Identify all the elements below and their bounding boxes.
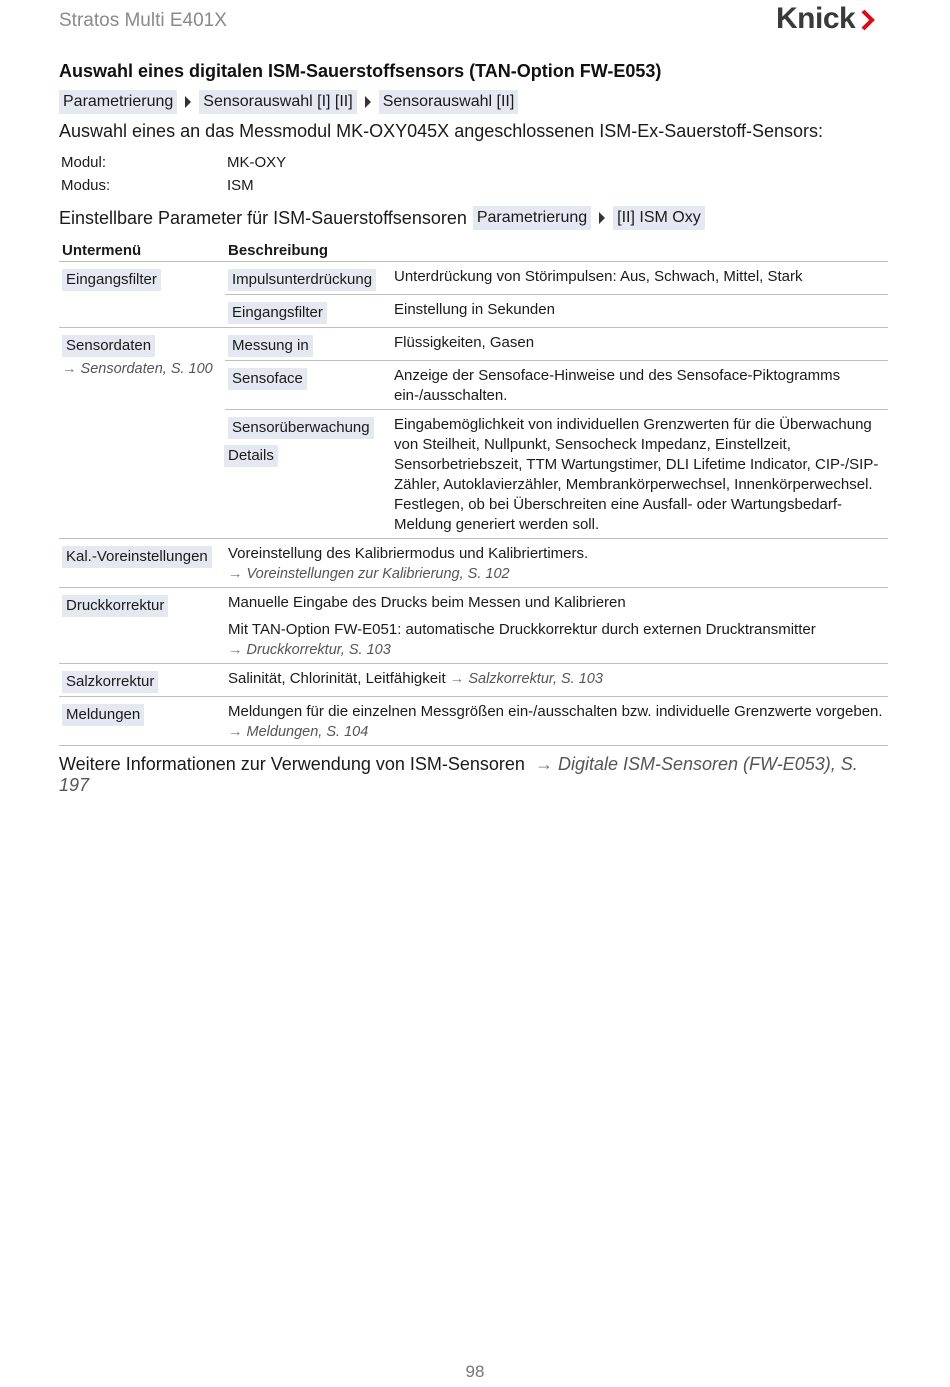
header-beschreibung: Beschreibung — [225, 238, 888, 262]
menu-chip-impulsunterdrueckung: Impulsunterdrückung — [228, 269, 376, 291]
triangle-right-icon — [185, 96, 191, 108]
menu-chip-details: Details — [224, 445, 278, 467]
menu-chip-eingangsfilter: Eingangsfilter — [62, 269, 161, 291]
menu-chip-sensorueberwachung: Sensorüberwachung — [228, 417, 374, 439]
menu-chip-ism-oxy: [II] ISM Oxy — [613, 206, 705, 230]
description: Salinität, Chlorinität, Leitfähigkeit → Salzkorrektur, S. 103 — [225, 664, 888, 697]
cross-reference: → Meldungen, S. 104 — [228, 724, 369, 740]
parameter-table — [59, 238, 888, 746]
mode-label: Modus: — [61, 177, 111, 194]
cross-reference: → Druckkorrektur, S. 103 — [228, 642, 391, 658]
cross-reference: → Salzkorrektur, S. 103 — [449, 671, 603, 687]
further-info: Weitere Informationen zur Verwendung von ISM-Sensoren → Digitale ISM-Sensoren (FW-E053), S. 197 — [59, 754, 858, 795]
cross-reference: → Sensordaten, S. 100 — [62, 361, 213, 377]
table-row — [59, 588, 888, 664]
table-row — [59, 697, 888, 746]
arrow-right-icon: → — [62, 361, 77, 377]
menu-chip-sensoface: Sensoface — [228, 368, 307, 390]
menu-chip-parametrierung: Parametrierung — [473, 206, 591, 230]
page-content — [59, 61, 888, 796]
menu-chip-sensordaten: Sensordaten — [62, 335, 155, 357]
cross-reference: → Digitale ISM-Sensoren (FW-E053), S. 197 — [59, 754, 858, 795]
header-untermenue: Untermenü — [59, 238, 225, 262]
table-row — [59, 328, 888, 361]
page-number: 98 — [465, 1362, 485, 1381]
description: Anzeige der Sensoface-Hinweise und des Sensoface-Piktogramms ein-/ausschalten. — [391, 361, 888, 410]
brand-logo — [776, 2, 875, 36]
chevron-right-icon — [861, 9, 875, 31]
params-intro-text: Einstellbare Parameter für ISM-Sauerstoffsensoren — [59, 207, 467, 228]
menu-path — [59, 90, 888, 114]
cross-reference: → Voreinstellungen zur Kalibrierung, S. 102 — [228, 566, 510, 582]
description: Voreinstellung des Kalibriermodus und Kalibriertimers. → Voreinstellungen zur Kalibrierung, S. 102 — [225, 539, 888, 588]
menu-chip-messung-in: Messung in — [228, 335, 313, 357]
description: Meldungen für die einzelnen Messgrößen ein-/ausschalten bzw. individuelle Grenzwerte vorgeben. → Meldungen, S. 104 — [225, 697, 888, 746]
menu-chip-meldungen: Meldungen — [62, 704, 144, 726]
triangle-right-icon — [599, 212, 605, 224]
params-intro — [59, 206, 888, 230]
arrow-right-icon: → — [228, 566, 243, 582]
arrow-right-icon: → — [534, 754, 553, 774]
table-row — [59, 664, 888, 697]
arrow-right-icon: → — [449, 671, 465, 687]
logo-text: Knick — [776, 2, 856, 35]
section-title: Auswahl eines digitalen ISM-Sauerstoffsensors (TAN-Option FW-E053) — [59, 61, 662, 81]
document-header-product: Stratos Multi E401X — [59, 10, 227, 31]
menu-chip-kal-voreinstellungen: Kal.-Voreinstellungen — [62, 546, 212, 568]
description: Flüssigkeiten, Gasen — [391, 328, 888, 361]
description: Unterdrückung von Störimpulsen: Aus, Schwach, Mittel, Stark — [391, 262, 888, 295]
description: Eingabemöglichkeit von individuellen Grenzwerten für die Überwachung von Steilheit, Nullpunkt, Sensocheck Impedanz, Einstellzeit, Sensorbetriebszeit, TTM Wartungstimer, DLI Lifetime Indicator, CIP-/SIP-Zähler, Autoklavierzähler, Membrankörperwechsel, Innenkörperwechsel. Festlegen, ob bei Überschreiten eine Ausfall- oder Wartungsbedarf-Meldung generiert werden soll. — [391, 410, 888, 539]
module-value: MK-OXY — [227, 154, 287, 171]
menu-chip-sensorauswahl-ii: Sensorauswahl [II] — [379, 90, 519, 114]
table-row — [59, 539, 888, 588]
table-header-row — [59, 238, 888, 262]
description: Manuelle Eingabe des Drucks beim Messen und Kalibrieren Mit TAN-Option FW-E051: automatische Druckkorrektur durch externen Drucktransmitter → Druckkorrektur, S. 103 — [225, 588, 888, 664]
menu-chip-druckkorrektur: Druckkorrektur — [62, 595, 168, 617]
arrow-right-icon: → — [228, 642, 243, 658]
table-row — [59, 262, 888, 295]
menu-chip-eingangsfilter-sub: Eingangsfilter — [228, 302, 327, 324]
triangle-right-icon — [365, 96, 371, 108]
menu-chip-sensorauswahl: Sensorauswahl [I] [II] — [199, 90, 356, 114]
menu-chip-salzkorrektur: Salzkorrektur — [62, 671, 158, 693]
mode-value: ISM — [227, 177, 254, 194]
lead-paragraph: Auswahl eines an das Messmodul MK-OXY045X angeschlossenen ISM-Ex-Sauerstoff-Sensors: — [59, 121, 824, 141]
menu-chip-parametrierung: Parametrierung — [59, 90, 177, 114]
arrow-right-icon: → — [228, 724, 243, 740]
module-mode-list — [59, 154, 888, 194]
description: Einstellung in Sekunden — [391, 295, 888, 328]
module-label: Modul: — [61, 154, 107, 171]
